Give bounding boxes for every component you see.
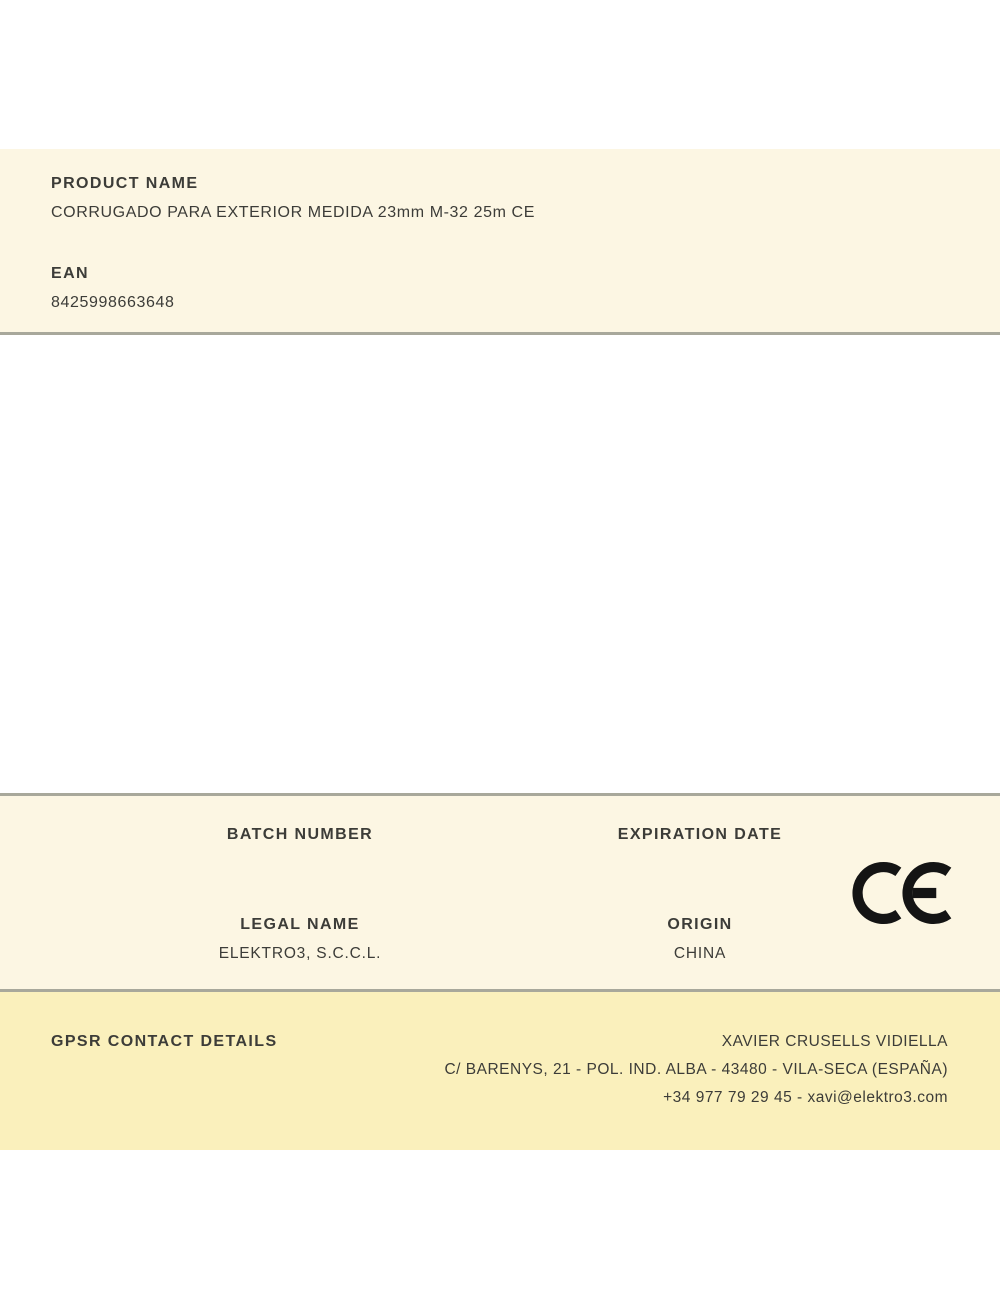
product-name-label: PRODUCT NAME [51,175,199,192]
contact-address: C/ BARENYS, 21 - POL. IND. ALBA - 43480 - VILA-SECA (ESPAÑA) [444,1061,948,1078]
ean-label: EAN [51,265,89,282]
origin-value: CHINA [673,945,727,962]
gpsr-section [0,992,1000,1150]
ean-value: 8425998663648 [51,294,175,311]
expiration-date-label: EXPIRATION DATE [617,826,783,843]
expiration-date-field [500,825,900,844]
ce-mark-icon [852,860,952,926]
product-name-value: CORRUGADO PARA EXTERIOR MEDIDA 23mm M-32 25m CE [51,204,535,221]
product-name-field [51,174,949,222]
origin-field [500,915,900,963]
origin-label: ORIGIN [667,916,733,933]
contact-name: XAVIER CRUSELLS VIDIELLA [721,1033,948,1050]
gpsr-heading: GPSR CONTACT DETAILS [51,1033,278,1050]
legal-name-label: LEGAL NAME [240,916,360,933]
legal-name-field [100,915,500,963]
batch-number-field [100,825,500,844]
contact-phone-email: +34 977 79 29 45 - xavi@elektro3.com [663,1089,948,1106]
product-section [0,149,1000,335]
ean-field [51,264,949,312]
legal-name-value: ELEKTRO3, S.C.C.L. [218,945,382,962]
batch-number-label: BATCH NUMBER [226,826,374,843]
gpsr-contact-block [444,1032,948,1108]
details-section [0,793,1000,992]
